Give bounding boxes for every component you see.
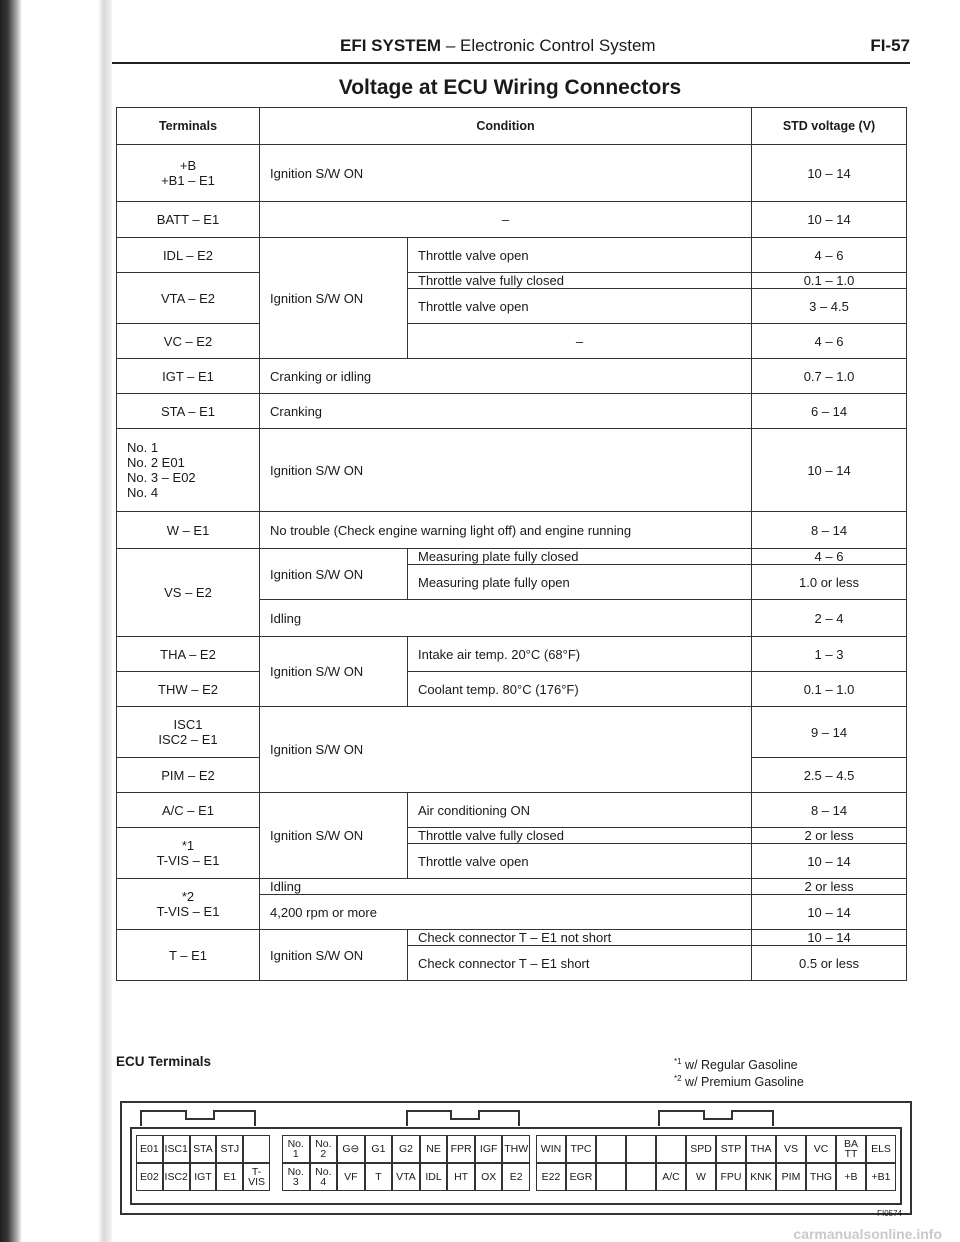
table-cell: – — [408, 324, 752, 359]
table-cell: 4 – 6 — [752, 238, 907, 273]
table-row — [117, 145, 907, 202]
connector-terminal: VS — [776, 1135, 806, 1163]
table-row — [117, 793, 907, 828]
table-cell: Idling — [260, 600, 752, 637]
table-row — [117, 429, 907, 512]
table-cell: 3 – 4.5 — [752, 289, 907, 324]
connector-body — [130, 1127, 902, 1205]
table-cell: Ignition S/W ON — [260, 793, 408, 879]
table-row — [117, 238, 907, 273]
table-cell: 4,200 rpm or more — [260, 895, 752, 930]
table-cell: W – E1 — [117, 512, 260, 549]
connector-terminal: G1 — [365, 1135, 393, 1163]
connector-terminal: TPC — [566, 1135, 596, 1163]
connector-terminal: IGT — [190, 1163, 217, 1191]
table-cell: 2 or less — [752, 828, 907, 844]
table-cell: VS – E2 — [117, 549, 260, 637]
footnotes — [674, 1055, 804, 1089]
table-header-row — [117, 108, 907, 145]
table-cell: 2.5 – 4.5 — [752, 758, 907, 793]
table-cell: Ignition S/W ON — [260, 145, 752, 202]
connector-terminal: No. 2 — [310, 1135, 338, 1163]
connector-terminal: NE — [420, 1135, 448, 1163]
connector-terminal: VF — [337, 1163, 365, 1191]
table-cell: 10 – 14 — [752, 202, 907, 238]
table-cell: T – E1 — [117, 930, 260, 981]
table-row — [117, 637, 907, 672]
connector-group-2 — [282, 1135, 530, 1191]
table-cell: Ignition S/W ON — [260, 637, 408, 707]
connector-terminal: No. 1 — [282, 1135, 310, 1163]
header-rule — [112, 62, 910, 64]
table-cell: ISC1 ISC2 – E1 — [117, 707, 260, 758]
table-row — [117, 930, 907, 946]
page-title: Voltage at ECU Wiring Connectors — [338, 76, 682, 99]
connector-terminal: THW — [502, 1135, 530, 1163]
connector-terminal: EGR — [566, 1163, 596, 1191]
connector-terminal: STJ — [216, 1135, 243, 1163]
table-cell: Intake air temp. 20°C (68°F) — [408, 637, 752, 672]
footnote-1-text: w/ Regular Gasoline — [685, 1058, 798, 1073]
connector-terminal: A/C — [656, 1163, 686, 1191]
table-cell: 10 – 14 — [752, 844, 907, 879]
table-cell: 1 – 3 — [752, 637, 907, 672]
table-cell: 10 – 14 — [752, 429, 907, 512]
connector-terminal — [596, 1135, 626, 1163]
table-cell: Ignition S/W ON — [260, 707, 752, 793]
connector-terminal: OX — [475, 1163, 503, 1191]
footnote-1-mark: *1 — [674, 1057, 682, 1066]
table-cell: No trouble (Check engine warning light off) and engine running — [260, 512, 752, 549]
header-section: EFI SYSTEM — [340, 36, 442, 55]
table-cell: No. 1 No. 2 E01 No. 3 – E02 No. 4 — [117, 429, 260, 512]
connector-terminal — [243, 1135, 270, 1163]
connector-terminal: E01 — [136, 1135, 163, 1163]
connector-group-1 — [136, 1135, 270, 1191]
watermark: carmanualsonline.info — [793, 1226, 942, 1242]
connector-terminal: HT — [447, 1163, 475, 1191]
header-subsection: – Electronic Control System — [445, 36, 656, 55]
connector-terminal — [656, 1135, 686, 1163]
footnote-2 — [674, 1072, 804, 1089]
connector-terminal: E02 — [136, 1163, 163, 1191]
table-row — [117, 512, 907, 549]
table-cell: Coolant temp. 80°C (176°F) — [408, 672, 752, 707]
table-cell: Throttle valve open — [408, 289, 752, 324]
connector-terminal: BA TT — [836, 1135, 866, 1163]
table-cell: Cranking — [260, 394, 752, 429]
connector-terminal: G⊖ — [337, 1135, 365, 1163]
footnote-1 — [674, 1055, 804, 1072]
table-cell: 4 – 6 — [752, 549, 907, 565]
table-cell: 1.0 or less — [752, 565, 907, 600]
table-cell: 4 – 6 — [752, 324, 907, 359]
table-cell: Air conditioning ON — [408, 793, 752, 828]
table-cell: +B +B1 – E1 — [117, 145, 260, 202]
table-cell: 8 – 14 — [752, 512, 907, 549]
column-header: Terminals — [117, 108, 260, 145]
table-row — [117, 879, 907, 895]
table-cell: 0.5 or less — [752, 946, 907, 981]
scan-fold-shadow — [98, 0, 112, 1242]
connector-terminal — [626, 1135, 656, 1163]
connector-terminal: +B — [836, 1163, 866, 1191]
connector-terminal: T — [365, 1163, 393, 1191]
ecu-connector-diagram — [120, 1101, 912, 1215]
table-cell: *1 T-VIS – E1 — [117, 828, 260, 879]
table-cell: BATT – E1 — [117, 202, 260, 238]
table-cell: 6 – 14 — [752, 394, 907, 429]
table-cell: 0.1 – 1.0 — [752, 672, 907, 707]
table-cell: Check connector T – E1 not short — [408, 930, 752, 946]
table-cell: *2 T-VIS – E1 — [117, 879, 260, 930]
table-cell: Measuring plate fully closed — [408, 549, 752, 565]
table-cell: Throttle valve fully closed — [408, 828, 752, 844]
table-cell: 2 or less — [752, 879, 907, 895]
table-row — [117, 828, 907, 844]
connector-terminal: +B1 — [866, 1163, 896, 1191]
connector-terminal: KNK — [746, 1163, 776, 1191]
table-cell: VC – E2 — [117, 324, 260, 359]
connector-terminal: IDL — [420, 1163, 448, 1191]
table-cell: A/C – E1 — [117, 793, 260, 828]
table-row — [117, 202, 907, 238]
table-row — [117, 273, 907, 289]
table-cell: 0.1 – 1.0 — [752, 273, 907, 289]
connector-terminal: No. 3 — [282, 1163, 310, 1191]
connector-terminal: WIN — [536, 1135, 566, 1163]
connector-terminal: E2 — [502, 1163, 530, 1191]
connector-terminal: VC — [806, 1135, 836, 1163]
connector-terminal: THG — [806, 1163, 836, 1191]
table-cell: IDL – E2 — [117, 238, 260, 273]
table-cell: Throttle valve open — [408, 238, 752, 273]
connector-tab-3 — [658, 1110, 774, 1126]
figure-id: FI0574 — [877, 1209, 902, 1218]
connector-tab-2 — [406, 1110, 520, 1126]
table-row — [117, 324, 907, 359]
connector-terminal: STP — [716, 1135, 746, 1163]
table-cell: 2 – 4 — [752, 600, 907, 637]
table-cell: Ignition S/W ON — [260, 930, 408, 981]
ecu-terminals-label: ECU Terminals — [116, 1054, 212, 1069]
connector-terminal: STA — [190, 1135, 217, 1163]
table-row — [117, 549, 907, 565]
column-header: STD voltage (V) — [752, 108, 907, 145]
table-cell: PIM – E2 — [117, 758, 260, 793]
connector-terminal — [596, 1163, 626, 1191]
table-cell: Ignition S/W ON — [260, 429, 752, 512]
table-row — [117, 359, 907, 394]
page-number: FI-57 — [870, 36, 910, 55]
table-cell: VTA – E2 — [117, 273, 260, 324]
connector-terminal: THA — [746, 1135, 776, 1163]
table-cell: 9 – 14 — [752, 707, 907, 758]
connector-terminal: E22 — [536, 1163, 566, 1191]
connector-terminal: FPR — [447, 1135, 475, 1163]
table-cell: 0.7 – 1.0 — [752, 359, 907, 394]
table-cell: – — [260, 202, 752, 238]
table-cell: Throttle valve open — [408, 844, 752, 879]
table-cell: Idling — [260, 879, 752, 895]
page-header — [118, 36, 910, 62]
connector-terminal: SPD — [686, 1135, 716, 1163]
header-title — [340, 36, 656, 56]
scan-edge-shadow — [0, 0, 22, 1242]
connector-terminal: W — [686, 1163, 716, 1191]
voltage-table — [116, 107, 907, 981]
connector-tab-1 — [140, 1110, 256, 1126]
connector-terminal: T-VIS — [243, 1163, 270, 1191]
table-cell: Throttle valve fully closed — [408, 273, 752, 289]
table-cell: 8 – 14 — [752, 793, 907, 828]
table-cell: Ignition S/W ON — [260, 549, 408, 600]
connector-terminal: ISC1 — [163, 1135, 190, 1163]
table-cell: THA – E2 — [117, 637, 260, 672]
connector-group-3 — [536, 1135, 896, 1191]
table-row — [117, 394, 907, 429]
footnote-2-text: w/ Premium Gasoline — [685, 1075, 804, 1090]
connector-terminal: IGF — [475, 1135, 503, 1163]
table-cell: 10 – 14 — [752, 930, 907, 946]
table-cell: 10 – 14 — [752, 895, 907, 930]
table-row — [117, 707, 907, 758]
connector-terminal: FPU — [716, 1163, 746, 1191]
connector-terminal: No. 4 — [310, 1163, 338, 1191]
connector-terminal: VTA — [392, 1163, 420, 1191]
table-cell: Ignition S/W ON — [260, 238, 408, 359]
footnote-2-mark: *2 — [674, 1074, 682, 1084]
table-cell: Cranking or idling — [260, 359, 752, 394]
table-cell: 10 – 14 — [752, 145, 907, 202]
table-cell: Measuring plate fully open — [408, 565, 752, 600]
table-cell: IGT – E1 — [117, 359, 260, 394]
table-row — [117, 672, 907, 707]
connector-terminal: E1 — [216, 1163, 243, 1191]
connector-terminal: G2 — [392, 1135, 420, 1163]
connector-terminal — [626, 1163, 656, 1191]
connector-terminal: PIM — [776, 1163, 806, 1191]
table-cell: THW – E2 — [117, 672, 260, 707]
connector-terminal: ELS — [866, 1135, 896, 1163]
column-header: Condition — [260, 108, 752, 145]
connector-terminal: ISC2 — [163, 1163, 190, 1191]
table-cell: STA – E1 — [117, 394, 260, 429]
table-cell: Check connector T – E1 short — [408, 946, 752, 981]
